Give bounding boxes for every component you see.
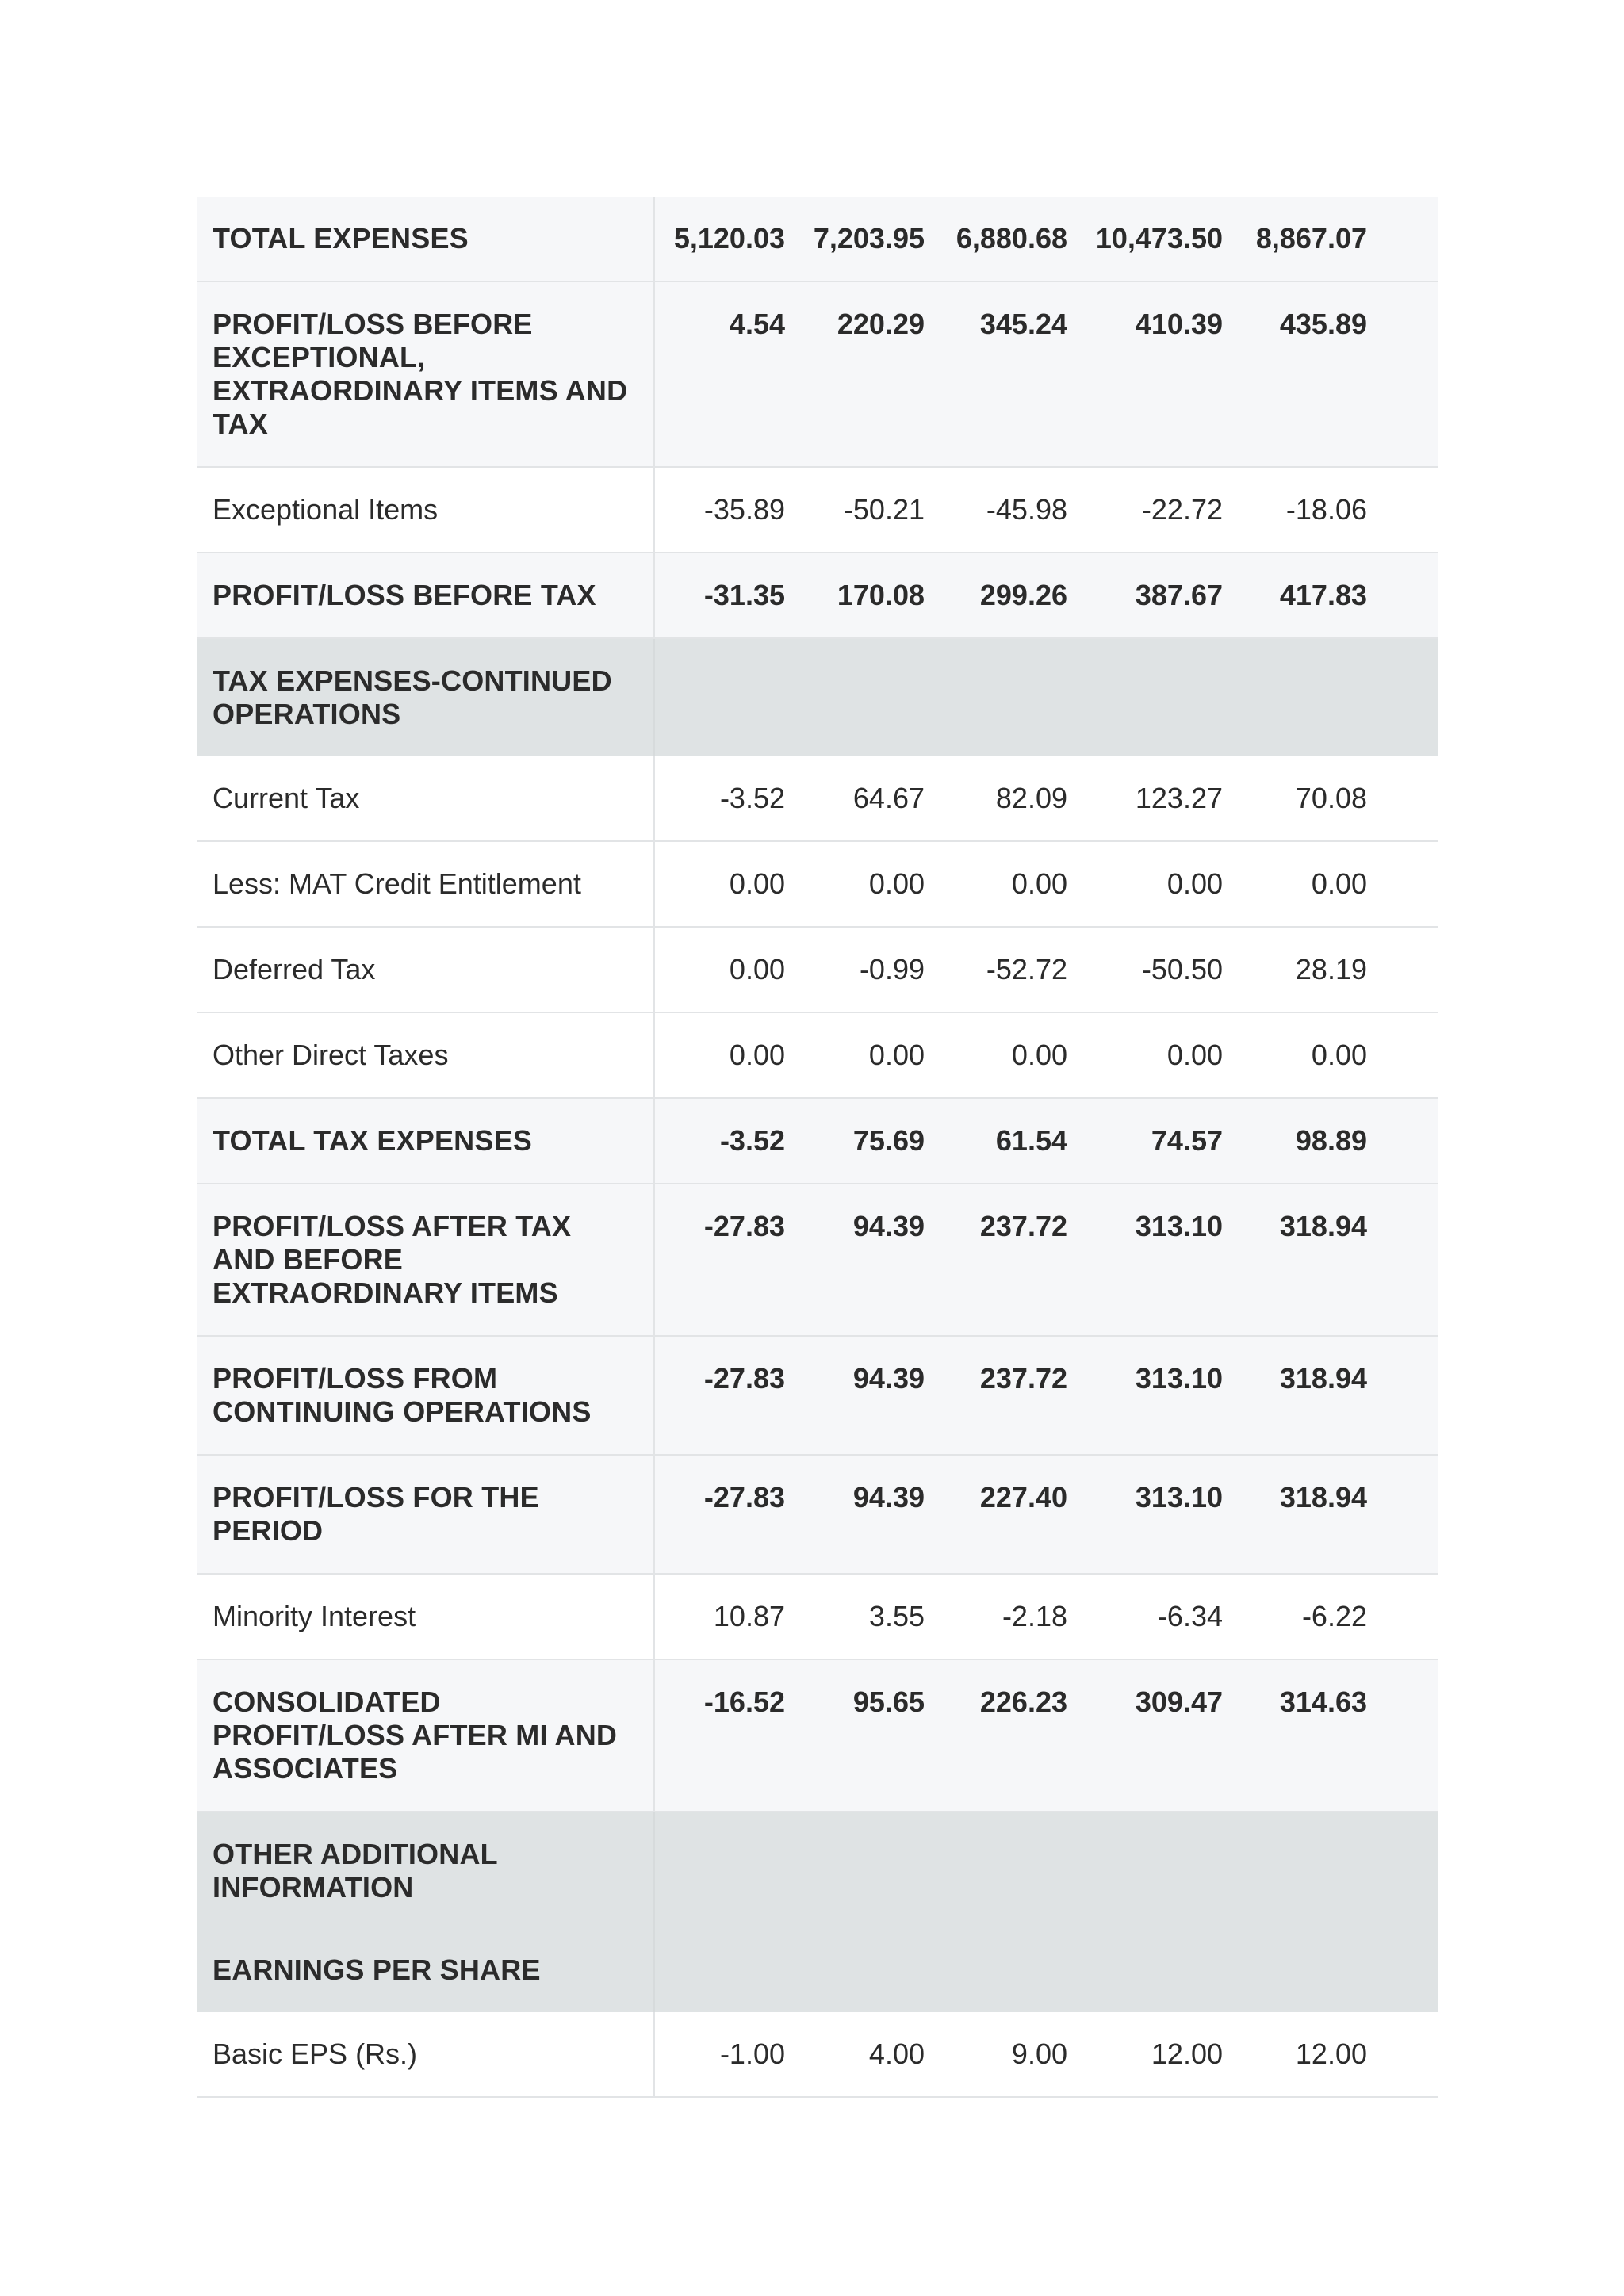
row-label-text: PROFIT/LOSS FROM CONTINUING OPERATIONS — [213, 1362, 592, 1428]
table-row — [197, 282, 1438, 468]
value-cell: 75.69 — [852, 1124, 925, 1157]
row-values — [655, 1184, 1367, 1335]
value-cell: 98.89 — [1295, 1124, 1367, 1157]
value-cell: -31.35 — [703, 579, 785, 611]
row-label — [197, 1812, 655, 2012]
table-row — [197, 1099, 1438, 1184]
value-cell: 227.40 — [979, 1481, 1067, 1513]
row-label-text: CONSOLIDATED PROFIT/LOSS AFTER MI AND ASSOCIATES — [213, 1686, 618, 1785]
row-label-text: Less: MAT Credit Entitlement — [213, 867, 581, 900]
row-label-text: TAX EXPENSES-CONTINUED OPERATIONS — [213, 664, 612, 730]
value-cell: 417.83 — [1279, 579, 1367, 611]
value-cell: 0.00 — [1166, 867, 1223, 900]
value-cell: 318.94 — [1279, 1481, 1367, 1513]
row-label — [197, 1575, 655, 1659]
row-label-text: OTHER ADDITIONAL INFORMATION — [213, 1838, 498, 1904]
table-row — [197, 1456, 1438, 1575]
row-values — [655, 1099, 1367, 1183]
value-cell: -52.72 — [986, 953, 1067, 985]
value-cell: 94.39 — [852, 1481, 925, 1513]
value-cell: 0.00 — [729, 953, 785, 985]
row-label — [197, 282, 655, 466]
table-row — [197, 553, 1438, 639]
value-cell: -0.99 — [859, 953, 925, 985]
row-values — [655, 1456, 1367, 1573]
row-values — [655, 197, 1367, 281]
row-values — [655, 468, 1367, 552]
row-label — [197, 756, 655, 840]
value-cell: 7,203.95 — [813, 222, 925, 254]
value-cell: 12.00 — [1151, 2038, 1223, 2070]
table-row — [197, 1013, 1438, 1099]
table-row — [197, 1184, 1438, 1337]
row-values — [655, 756, 1367, 840]
value-cell: 0.00 — [1166, 1039, 1223, 1071]
row-label — [197, 928, 655, 1012]
value-cell: 0.00 — [868, 1039, 925, 1071]
table-row — [197, 468, 1438, 553]
financial-table — [197, 197, 1438, 2098]
value-cell: 8,867.07 — [1255, 222, 1367, 254]
row-label-text: Deferred Tax — [213, 953, 376, 985]
row-label-text: Exceptional Items — [213, 493, 439, 526]
value-cell: 94.39 — [852, 1362, 925, 1395]
value-cell: 237.72 — [979, 1362, 1067, 1395]
value-cell: -2.18 — [1002, 1600, 1067, 1632]
value-cell: 70.08 — [1295, 782, 1367, 814]
table-row — [197, 1337, 1438, 1456]
value-cell: 82.09 — [995, 782, 1067, 814]
value-cell: 4.00 — [868, 2038, 925, 2070]
table-row — [197, 928, 1438, 1013]
value-cell: 123.27 — [1135, 782, 1223, 814]
row-label — [197, 1099, 655, 1183]
table-row — [197, 1660, 1438, 1812]
value-cell: 5,120.03 — [673, 222, 785, 254]
value-cell: -3.52 — [719, 1124, 785, 1157]
value-cell: -18.06 — [1285, 493, 1367, 526]
value-cell: -50.21 — [843, 493, 925, 526]
row-values — [655, 2012, 1367, 2096]
value-cell: 10.87 — [713, 1600, 785, 1632]
table-row — [197, 2012, 1438, 2098]
value-cell: 0.00 — [1311, 1039, 1367, 1071]
row-label — [197, 197, 655, 281]
table-row — [197, 197, 1438, 282]
row-sublabel-text: EARNINGS PER SHARE — [213, 1954, 541, 1986]
value-cell: 387.67 — [1135, 579, 1223, 611]
value-cell: 64.67 — [852, 782, 925, 814]
value-cell: 3.55 — [868, 1600, 925, 1632]
value-cell: 309.47 — [1135, 1686, 1223, 1718]
value-cell: -27.83 — [703, 1481, 785, 1513]
row-label-text: Other Direct Taxes — [213, 1039, 449, 1071]
row-label — [197, 639, 655, 756]
value-cell: 313.10 — [1135, 1362, 1223, 1395]
row-label — [197, 1013, 655, 1097]
row-label — [197, 468, 655, 552]
value-cell: -27.83 — [703, 1210, 785, 1242]
section-header-row — [197, 639, 1438, 756]
value-cell: 435.89 — [1279, 308, 1367, 340]
row-label — [197, 553, 655, 637]
value-cell: -45.98 — [986, 493, 1067, 526]
value-cell: 28.19 — [1295, 953, 1367, 985]
row-label-text: Basic EPS (Rs.) — [213, 2038, 418, 2070]
value-cell: 345.24 — [979, 308, 1067, 340]
table-row — [197, 756, 1438, 842]
value-cell: -35.89 — [703, 493, 785, 526]
value-cell: 318.94 — [1279, 1210, 1367, 1242]
row-label — [197, 842, 655, 926]
value-cell: 237.72 — [979, 1210, 1067, 1242]
value-cell: 12.00 — [1295, 2038, 1367, 2070]
value-cell: 95.65 — [852, 1686, 925, 1718]
value-cell: -16.52 — [703, 1686, 785, 1718]
value-cell: 0.00 — [729, 867, 785, 900]
value-cell: 410.39 — [1135, 308, 1223, 340]
row-label — [197, 1456, 655, 1573]
value-cell: -6.22 — [1301, 1600, 1367, 1632]
value-cell: 0.00 — [868, 867, 925, 900]
value-cell: 0.00 — [1011, 867, 1067, 900]
row-values — [655, 842, 1367, 926]
row-values — [655, 1013, 1367, 1097]
section-header-row — [197, 1812, 1438, 2012]
value-cell: 318.94 — [1279, 1362, 1367, 1395]
value-cell: 61.54 — [995, 1124, 1067, 1157]
value-cell: 94.39 — [852, 1210, 925, 1242]
row-label — [197, 1660, 655, 1811]
row-label — [197, 1337, 655, 1454]
value-cell: -3.52 — [719, 782, 785, 814]
value-cell: 0.00 — [1311, 867, 1367, 900]
label-spacer — [213, 1904, 637, 1954]
row-label-text: Current Tax — [213, 782, 360, 814]
value-cell: 220.29 — [837, 308, 925, 340]
value-cell: -22.72 — [1141, 493, 1223, 526]
value-cell: 313.10 — [1135, 1210, 1223, 1242]
value-cell: 299.26 — [979, 579, 1067, 611]
value-cell: -1.00 — [719, 2038, 785, 2070]
row-values — [655, 1660, 1367, 1811]
row-values — [655, 282, 1367, 466]
row-label-text: PROFIT/LOSS FOR THE PERIOD — [213, 1481, 539, 1547]
row-label — [197, 1184, 655, 1335]
value-cell: 9.00 — [1011, 2038, 1067, 2070]
value-cell: 313.10 — [1135, 1481, 1223, 1513]
table-row — [197, 842, 1438, 928]
row-values — [655, 1337, 1367, 1454]
row-label-text: TOTAL TAX EXPENSES — [213, 1124, 533, 1157]
value-cell: 10,473.50 — [1095, 222, 1223, 254]
row-values — [655, 1575, 1367, 1659]
row-label-text: PROFIT/LOSS BEFORE EXCEPTIONAL, EXTRAORDINARY ITEMS AND TAX — [213, 308, 628, 440]
value-cell: 6,880.68 — [956, 222, 1067, 254]
row-label-text: PROFIT/LOSS AFTER TAX AND BEFORE EXTRAORDINARY ITEMS — [213, 1210, 572, 1309]
row-values — [655, 928, 1367, 1012]
value-cell: 0.00 — [729, 1039, 785, 1071]
value-cell: 226.23 — [979, 1686, 1067, 1718]
value-cell: 314.63 — [1279, 1686, 1367, 1718]
row-label-text: Minority Interest — [213, 1600, 416, 1632]
row-values — [655, 553, 1367, 637]
row-label-text: TOTAL EXPENSES — [213, 222, 469, 254]
value-cell: -27.83 — [703, 1362, 785, 1395]
row-label-text: PROFIT/LOSS BEFORE TAX — [213, 579, 596, 611]
table-row — [197, 1575, 1438, 1660]
value-cell: 74.57 — [1151, 1124, 1223, 1157]
value-cell: -6.34 — [1157, 1600, 1223, 1632]
value-cell: -50.50 — [1141, 953, 1223, 985]
value-cell: 170.08 — [837, 579, 925, 611]
row-label — [197, 2012, 655, 2096]
value-cell: 0.00 — [1011, 1039, 1067, 1071]
value-cell: 4.54 — [729, 308, 785, 340]
